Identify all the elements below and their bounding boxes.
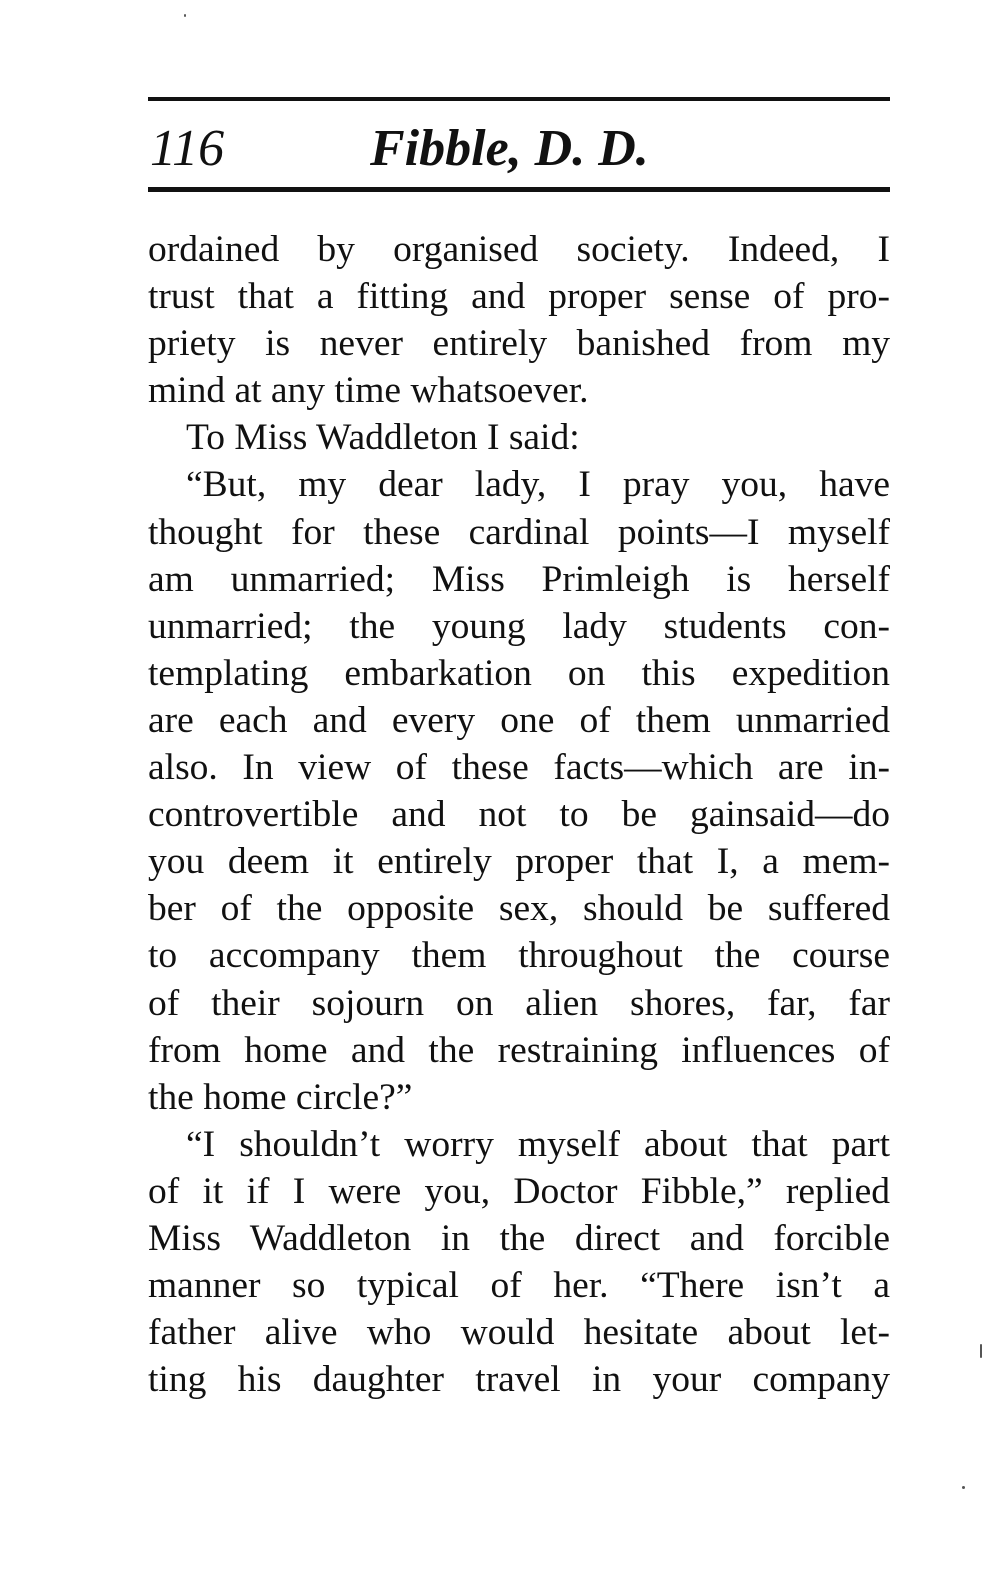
body-text <box>148 226 890 1403</box>
text-line: unmarried; the young lady students con- <box>148 605 890 647</box>
text-line: from home and the restraining influences of <box>148 1029 890 1071</box>
text-line: am unmarried; Miss Primleigh is herself <box>148 558 890 600</box>
text-line: thought for these cardinal points—I myself <box>148 511 890 553</box>
text-line: “But, my dear lady, I pray you, have <box>186 464 890 506</box>
text-line: Miss Waddleton in the direct and forcible <box>148 1217 890 1259</box>
text-line: also. In view of these facts—which are in- <box>148 747 890 789</box>
scan-speck-top <box>184 14 186 17</box>
scan-speck-right <box>980 1344 982 1358</box>
running-head <box>148 114 890 184</box>
text-line: templating embarkation on this expedition <box>148 652 890 694</box>
text-line: of it if I were you, Doctor Fibble,” replied <box>148 1170 890 1212</box>
text-line: you deem it entirely proper that I, a mem- <box>148 841 890 883</box>
text-line: are each and every one of them unmarried <box>148 699 890 741</box>
page-number: 116 <box>150 120 225 177</box>
text-line: ting his daughter travel in your company <box>148 1359 890 1401</box>
text-line: the home circle?” <box>148 1076 413 1118</box>
header-top-rule <box>148 97 890 101</box>
text-line: ber of the opposite sex, should be suffered <box>148 888 890 930</box>
text-line: priety is never entirely banished from my <box>148 323 890 365</box>
text-line: mind at any time whatsoever. <box>148 370 589 412</box>
text-line: manner so typical of her. “There isn’t a <box>148 1265 890 1307</box>
text-line: “I shouldn’t worry myself about that part <box>186 1123 890 1165</box>
text-line: to accompany them throughout the course <box>148 935 890 977</box>
scan-speck-bottom <box>962 1486 965 1489</box>
text-line: father alive who would hesitate about let- <box>148 1312 890 1354</box>
header-bottom-rule <box>148 187 890 192</box>
text-line: of their sojourn on alien shores, far, far <box>148 982 890 1024</box>
running-title: Fibble, D. D. <box>370 120 649 177</box>
text-line: ordained by organised society. Indeed, I <box>148 229 890 270</box>
text-line: To Miss Waddleton I said: <box>186 417 580 459</box>
text-line: controvertible and not to be gainsaid—do <box>148 794 890 836</box>
text-line: trust that a fitting and proper sense of pro- <box>148 276 890 318</box>
